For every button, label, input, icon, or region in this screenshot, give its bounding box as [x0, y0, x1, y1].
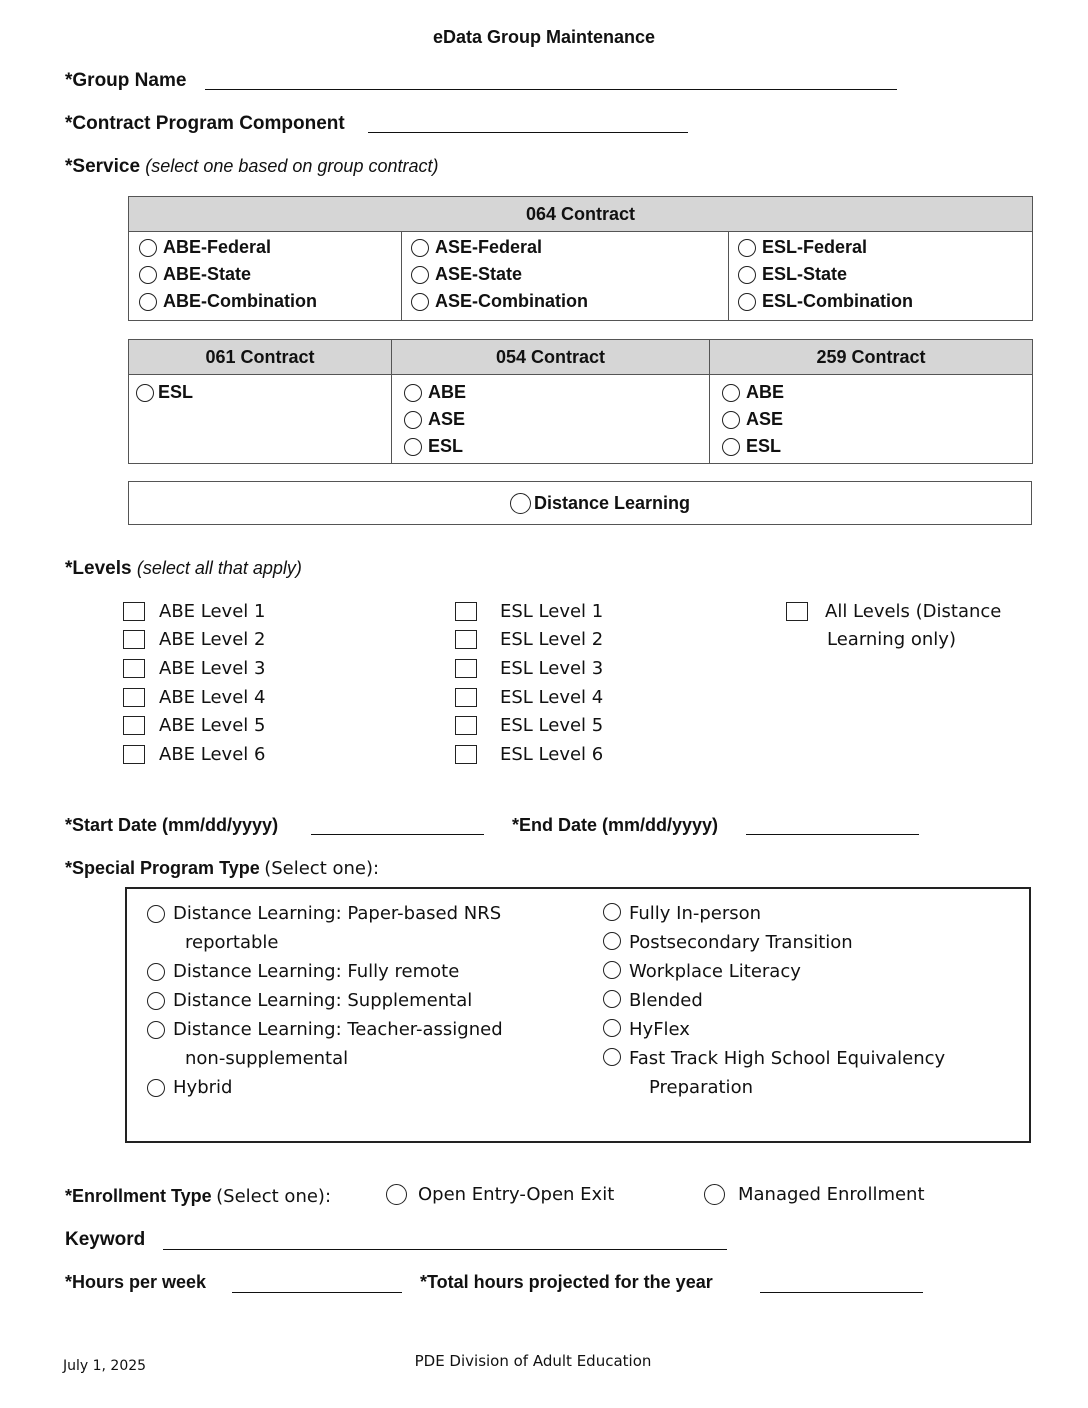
radio-option[interactable]: ASE-Federal	[411, 234, 728, 261]
special-program-box	[125, 887, 1031, 1143]
levels-heading	[65, 558, 302, 580]
contract-054-header: 054 Contract	[392, 340, 710, 375]
radio-circle-icon[interactable]	[139, 266, 157, 284]
levels-hint: (select all that apply)	[136, 558, 302, 578]
checkbox-icon[interactable]	[123, 745, 145, 764]
footer-date: July 1, 2025	[63, 1358, 147, 1374]
contract-054-options	[392, 375, 710, 464]
radio-circle-icon[interactable]	[136, 384, 154, 402]
radio-option[interactable]: ABE-State	[139, 261, 401, 288]
radio-option[interactable]: ASE	[404, 406, 709, 433]
keyword-field[interactable]	[163, 1249, 727, 1250]
contract-other-table	[128, 339, 1033, 464]
esl-levels-list	[455, 597, 603, 769]
level-checkbox-item[interactable]: ESL Level 4	[455, 683, 603, 712]
radio-circle-icon[interactable]	[603, 932, 621, 950]
levels-label: *Levels	[65, 558, 132, 579]
radio-circle-icon[interactable]	[147, 1079, 165, 1097]
contract-064-col3	[729, 232, 1033, 321]
level-checkbox-item[interactable]: ESL Level 5	[455, 711, 603, 740]
radio-circle-icon[interactable]	[704, 1184, 725, 1205]
contract-061-header: 061 Contract	[129, 340, 392, 375]
checkbox-icon[interactable]	[455, 659, 477, 678]
end-date-label: *End Date (mm/dd/yyyy)	[512, 815, 719, 835]
radio-circle-icon[interactable]	[404, 438, 422, 456]
radio-option[interactable]: ABE-Federal	[139, 234, 401, 261]
checkbox-icon[interactable]	[455, 630, 477, 649]
special-program-option[interactable]: Distance Learning: Paper-based NRS reportable	[147, 899, 587, 957]
enrollment-option-managed[interactable]: Managed Enrollment	[704, 1184, 925, 1205]
group-name-field[interactable]	[205, 89, 897, 90]
radio-option[interactable]: ESL	[136, 379, 391, 406]
hours-per-week-field[interactable]	[232, 1292, 402, 1293]
special-program-option[interactable]: Distance Learning: Fully remote	[147, 957, 587, 986]
special-program-option[interactable]: Fully In-person	[603, 899, 1013, 928]
footer-org: PDE Division of Adult Education	[414, 1352, 652, 1370]
contract-061-options	[129, 375, 392, 464]
special-program-heading	[65, 858, 379, 879]
start-date-field[interactable]	[311, 834, 484, 835]
level-checkbox-item[interactable]: ABE Level 1	[123, 597, 265, 626]
special-program-hint: (Select one):	[264, 858, 380, 879]
checkbox-icon[interactable]	[786, 602, 808, 621]
radio-option[interactable]: ESL-State	[738, 261, 1032, 288]
special-program-label: *Special Program Type	[65, 858, 260, 878]
end-date-field[interactable]	[746, 834, 919, 835]
radio-circle-icon[interactable]	[738, 293, 756, 311]
all-levels-label: All Levels (Distance	[825, 600, 1002, 622]
service-label: *Service	[65, 156, 141, 177]
keyword-label: Keyword	[65, 1229, 146, 1250]
checkbox-icon[interactable]	[455, 745, 477, 764]
enrollment-heading	[65, 1186, 331, 1207]
checkbox-icon[interactable]	[123, 659, 145, 678]
service-hint: (select one based on group contract)	[145, 156, 439, 176]
radio-circle-icon[interactable]	[510, 493, 531, 514]
special-program-option[interactable]: Distance Learning: Teacher-assigned non-supplemental	[147, 1015, 587, 1073]
special-program-option[interactable]: HyFlex	[603, 1015, 1013, 1044]
contract-064-header: 064 Contract	[129, 197, 1033, 232]
special-program-option[interactable]: Blended	[603, 986, 1013, 1015]
radio-circle-icon[interactable]	[404, 384, 422, 402]
checkbox-icon[interactable]	[455, 688, 477, 707]
radio-circle-icon[interactable]	[147, 963, 165, 981]
radio-option[interactable]: ESL	[722, 433, 1032, 460]
contract-064-table	[128, 196, 1033, 321]
all-levels-item[interactable]	[786, 597, 1001, 654]
level-checkbox-item[interactable]: ABE Level 3	[123, 654, 265, 683]
radio-circle-icon[interactable]	[738, 266, 756, 284]
level-checkbox-item[interactable]: ESL Level 2	[455, 626, 603, 655]
radio-circle-icon[interactable]	[386, 1184, 407, 1205]
enrollment-hint: (Select one):	[216, 1186, 332, 1207]
checkbox-icon[interactable]	[455, 716, 477, 735]
level-checkbox-item[interactable]: ABE Level 5	[123, 711, 265, 740]
radio-option[interactable]: ASE-Combination	[411, 288, 728, 315]
radio-option[interactable]: ASE-State	[411, 261, 728, 288]
radio-option[interactable]: ESL-Combination	[738, 288, 1032, 315]
radio-circle-icon[interactable]	[139, 293, 157, 311]
special-program-right-column	[603, 899, 1013, 1102]
radio-circle-icon[interactable]	[603, 903, 621, 921]
distance-learning-option[interactable]: Distance Learning	[510, 490, 690, 517]
special-program-left-column	[147, 899, 587, 1102]
level-checkbox-item[interactable]: ABE Level 4	[123, 683, 265, 712]
radio-circle-icon[interactable]	[722, 438, 740, 456]
special-program-option[interactable]: Fast Track High School Equivalency Preparation	[603, 1044, 1013, 1102]
contract-component-label: *Contract Program Component	[65, 113, 345, 134]
radio-circle-icon[interactable]	[738, 239, 756, 257]
radio-option[interactable]: ESL-Federal	[738, 234, 1032, 261]
contract-component-field[interactable]	[368, 132, 688, 133]
radio-circle-icon[interactable]	[722, 411, 740, 429]
checkbox-icon[interactable]	[123, 716, 145, 735]
level-checkbox-item[interactable]: ABE Level 6	[123, 740, 265, 769]
radio-option[interactable]: ABE	[404, 379, 709, 406]
enrollment-option-open[interactable]: Open Entry-Open Exit	[386, 1184, 614, 1205]
radio-circle-icon[interactable]	[147, 905, 165, 923]
special-program-option[interactable]: Distance Learning: Supplemental	[147, 986, 587, 1015]
hours-per-week-label: *Hours per week	[65, 1272, 207, 1292]
radio-circle-icon[interactable]	[603, 961, 621, 979]
radio-circle-icon[interactable]	[411, 266, 429, 284]
radio-circle-icon[interactable]	[147, 992, 165, 1010]
total-hours-label: *Total hours projected for the year	[420, 1272, 713, 1292]
radio-circle-icon[interactable]	[411, 293, 429, 311]
contract-259-options	[710, 375, 1033, 464]
level-checkbox-item[interactable]: ESL Level 1	[455, 597, 603, 626]
special-program-option[interactable]: Postsecondary Transition	[603, 928, 1013, 957]
radio-circle-icon[interactable]	[404, 411, 422, 429]
radio-option[interactable]: ESL	[404, 433, 709, 460]
distance-learning-box	[128, 481, 1032, 525]
radio-option[interactable]: ASE	[722, 406, 1032, 433]
group-name-label: *Group Name	[65, 70, 187, 91]
all-levels-label-cont: Learning only)	[827, 629, 956, 651]
checkbox-icon[interactable]	[123, 688, 145, 707]
radio-circle-icon[interactable]	[411, 239, 429, 257]
service-heading	[65, 156, 438, 178]
contract-064-col1	[129, 232, 402, 321]
special-program-option[interactable]: Workplace Literacy	[603, 957, 1013, 986]
radio-option[interactable]: ABE-Combination	[139, 288, 401, 315]
start-date-label: *Start Date (mm/dd/yyyy)	[65, 815, 279, 835]
radio-option[interactable]: ABE	[722, 379, 1032, 406]
abe-levels-list	[123, 597, 265, 769]
level-checkbox-item[interactable]: ABE Level 2	[123, 626, 265, 655]
total-hours-field[interactable]	[760, 1292, 923, 1293]
contract-259-header: 259 Contract	[710, 340, 1033, 375]
contract-064-col2	[402, 232, 729, 321]
radio-circle-icon[interactable]	[603, 1019, 621, 1037]
page-title: eData Group Maintenance	[432, 27, 656, 47]
enrollment-label: *Enrollment Type	[65, 1186, 212, 1206]
level-checkbox-item[interactable]: ESL Level 3	[455, 654, 603, 683]
radio-circle-icon[interactable]	[722, 384, 740, 402]
radio-circle-icon[interactable]	[603, 990, 621, 1008]
radio-circle-icon[interactable]	[147, 1021, 165, 1039]
radio-circle-icon[interactable]	[139, 239, 157, 257]
checkbox-icon[interactable]	[123, 630, 145, 649]
radio-circle-icon[interactable]	[603, 1048, 621, 1066]
level-checkbox-item[interactable]: ESL Level 6	[455, 740, 603, 769]
checkbox-icon[interactable]	[455, 602, 477, 621]
checkbox-icon[interactable]	[123, 602, 145, 621]
special-program-option[interactable]: Hybrid	[147, 1073, 587, 1102]
